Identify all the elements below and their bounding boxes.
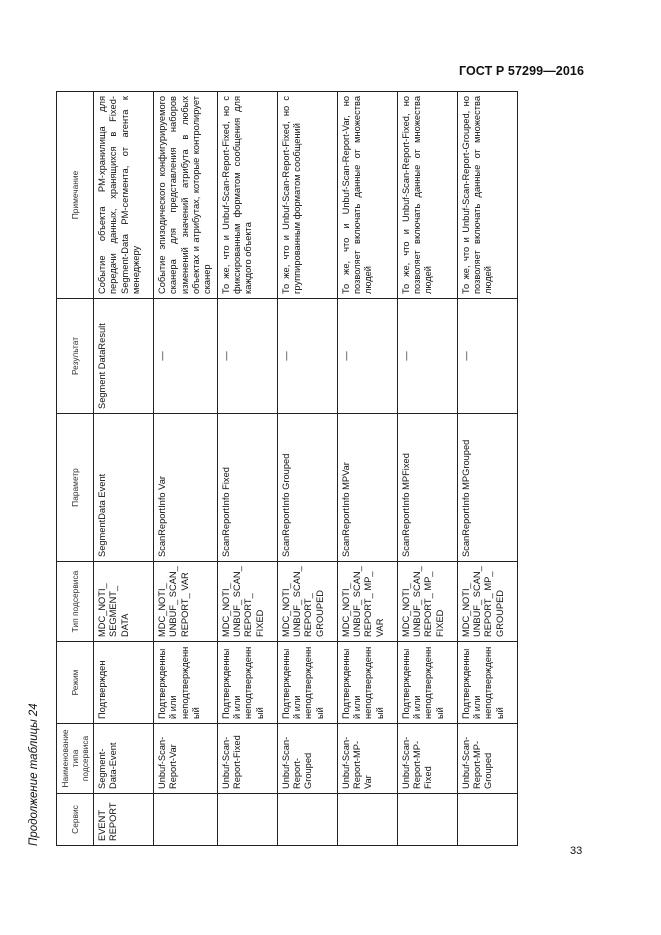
table-row xyxy=(154,92,218,846)
cell-type: MDC_NOTI_ UNBUF_ SCAN_ REPORT_ FIXED xyxy=(217,562,277,642)
cell-mode: Подтвержденный или неподтвержденный xyxy=(277,642,337,724)
cell-type: MDC_NOTI_ SEGMENT_ DATA xyxy=(94,562,154,642)
cell-param: ScanReportInfo Grouped xyxy=(277,414,337,562)
table-row xyxy=(217,92,277,846)
cell-note: Событие объекта PM-хранилища для передачи данных, хранящихся в Fixed-Segment-Data PM-сегмента, от агента к менеджеру xyxy=(94,92,154,299)
table-row xyxy=(337,92,397,846)
cell-note: То же, что и Unbuf-Scan-Report-Fixed, но с фиксированным форматом сообщения для каждого объекта xyxy=(217,92,277,299)
table-header-row xyxy=(57,92,94,846)
cell-result: Segment DataResult xyxy=(94,299,154,414)
cell-type: MDC_NOTI_ UNBUF_ SCAN_ REPORT_ MP_ FIXED xyxy=(397,562,457,642)
cell-name: Unbuf-Scan-Report-Grouped xyxy=(277,724,337,794)
cell-param: ScanReportInfo MPVar xyxy=(337,414,397,562)
services-table xyxy=(56,91,518,846)
column-header: Наименование типа подсервиса xyxy=(57,724,94,794)
cell-result: — xyxy=(337,299,397,414)
cell-service xyxy=(154,794,218,846)
table-body xyxy=(94,92,518,846)
cell-param: ScanReportInfo Var xyxy=(154,414,218,562)
cell-param: SegmentData Event xyxy=(94,414,154,562)
cell-param: ScanReportInfo MPFixed xyxy=(397,414,457,562)
table-row xyxy=(277,92,337,846)
cell-name: Unbuf-Scan-Report-Var xyxy=(154,724,218,794)
cell-result: — xyxy=(397,299,457,414)
rotated-table-block xyxy=(28,92,576,846)
cell-result: — xyxy=(277,299,337,414)
cell-service: EVENT REPORT xyxy=(94,794,154,846)
column-header: Сервис xyxy=(57,794,94,846)
cell-result: — xyxy=(217,299,277,414)
table-row xyxy=(397,92,457,846)
column-header: Параметр xyxy=(57,414,94,562)
column-header: Результат xyxy=(57,299,94,414)
cell-name: Segment-Data-Event xyxy=(94,724,154,794)
cell-name: Unbuf-Scan-Report-MP-Var xyxy=(337,724,397,794)
cell-param: ScanReportInfo MPGrouped xyxy=(457,414,517,562)
cell-note: То же, что и Unbuf-Scan-Report-Var, но позволяет включать данные от множества людей xyxy=(337,92,397,299)
cell-note: То же, что и Unbuf-Scan-Report-Fixed, но с группированным форматом сообщений xyxy=(277,92,337,299)
cell-mode: Подтвержденный или неподтвержденный xyxy=(397,642,457,724)
column-header: Режим xyxy=(57,642,94,724)
cell-note: То же, что и Unbuf-Scan-Report-Fixed, но позволяет включать данные от множества людей xyxy=(397,92,457,299)
standard-designation: ГОСТ Р 57299—2016 xyxy=(458,64,584,78)
cell-mode: Подтвержденный или неподтвержденный xyxy=(217,642,277,724)
column-header: Примечание xyxy=(57,92,94,299)
table-row xyxy=(94,92,154,846)
cell-result: — xyxy=(154,299,218,414)
cell-service xyxy=(397,794,457,846)
page-number: 33 xyxy=(570,845,583,857)
cell-type: MDC_NOTI_ UNBUF_ SCAN_ REPORT_ MP_ GROUPED xyxy=(457,562,517,642)
cell-service xyxy=(457,794,517,846)
cell-service xyxy=(337,794,397,846)
cell-note: Событие эпизодического конфигурируемого сканера для представления наборов изменений значений атрибута в любых объектах и атрибутах, которые контролирует сканер xyxy=(154,92,218,299)
cell-name: Unbuf-Scan-Report-Fixed xyxy=(217,724,277,794)
table-row xyxy=(457,92,517,846)
cell-mode: Подтвержден xyxy=(94,642,154,724)
cell-mode: Подтвержденный или неподтвержденный xyxy=(337,642,397,724)
cell-service xyxy=(277,794,337,846)
cell-mode: Подтвержденный или неподтвержденный xyxy=(457,642,517,724)
cell-service xyxy=(217,794,277,846)
cell-name: Unbuf-Scan-Report-MP-Fixed xyxy=(397,724,457,794)
cell-type: MDC_NOTI_ UNBUF_ SCAN_ REPORT_ MP_ VAR xyxy=(337,562,397,642)
cell-name: Unbuf-Scan-Report-MP-Grouped xyxy=(457,724,517,794)
table-caption: Продолжение таблицы 24 xyxy=(28,703,40,846)
cell-note: То же, что и Unbuf-Scan-Report-Grouped, но позволяет включать данные от множества людей xyxy=(457,92,517,299)
cell-param: ScanReportInfo Fixed xyxy=(217,414,277,562)
cell-type: MDC_NOTI_ UNBUF_ SCAN_ REPORT_ VAR xyxy=(154,562,218,642)
cell-mode: Подтвержденный или неподтвержденный xyxy=(154,642,218,724)
cell-result: — xyxy=(457,299,517,414)
cell-type: MDC_NOTI_ UNBUF_ SCAN_ REPORT_ GROUPED xyxy=(277,562,337,642)
column-header: Тип подсервиса xyxy=(57,562,94,642)
